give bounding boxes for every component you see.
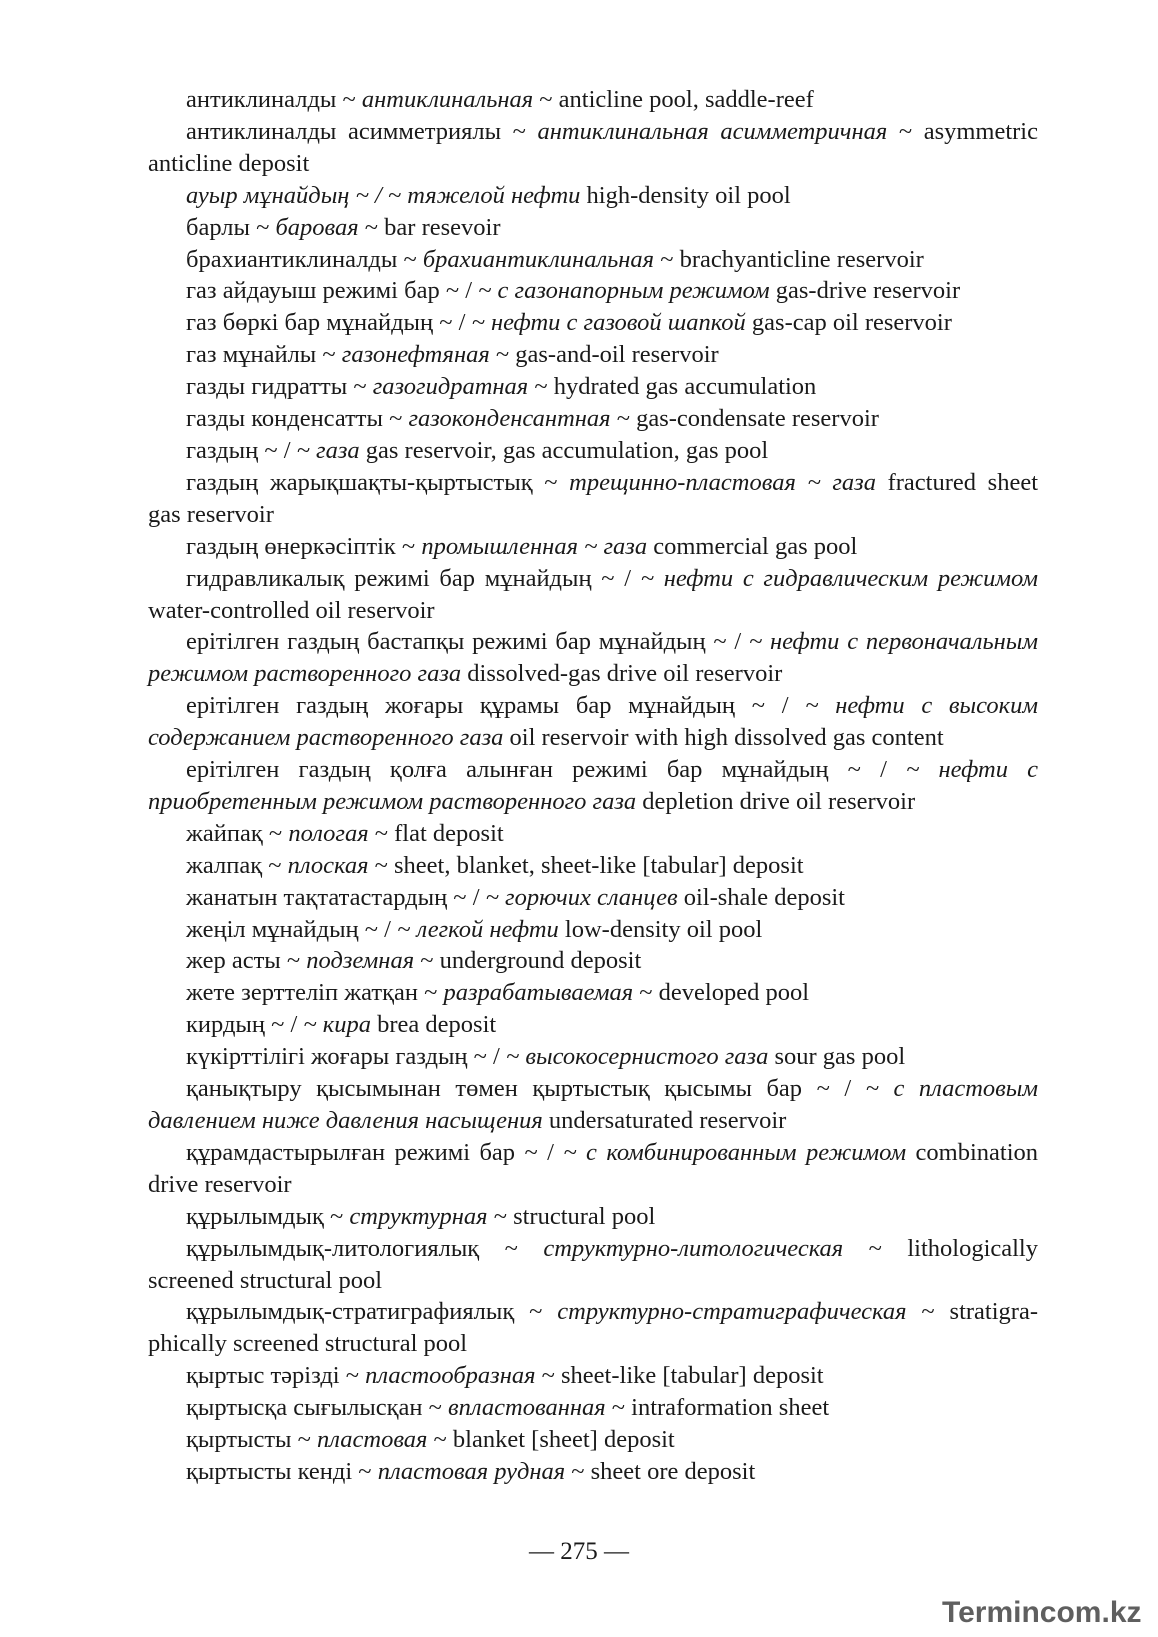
entry-term-russian: ~ с газонапорным режимом [478,277,770,305]
entry-text: жайпақ ~ [186,819,289,847]
entry-text: ~ sheet ore deposit [565,1457,756,1485]
entry-text: газды конденсатты ~ [186,405,409,433]
entry-term-russian: ~ нефти с газовой шапкой [471,309,746,337]
entry-term-russian: структурно-литологическая [543,1234,844,1262]
dictionary-entry [148,467,1038,531]
entry-term-russian: промышленная ~ газа [421,532,648,560]
entry-text: ~ intraformation sheet [605,1394,830,1422]
entry-text: ~ developed pool [633,979,810,1007]
entry-text: ~ bar resevoir [358,213,501,241]
entry-term-russian: ~ с пластовым давлением ниже давления насыщения [148,1075,1038,1134]
entry-term-russian: антиклинальная асимметричная [537,117,888,145]
dictionary-entry [148,945,1038,977]
dictionary-entry [148,1073,1038,1137]
entry-text: ~ structural pool [487,1202,656,1230]
dictionary-entry [148,212,1038,244]
entry-text: антиклиналды ~ [186,86,362,113]
entry-text: ерітілген газдың жоғары құрамы бар мұнайдың ~ / [186,692,806,720]
entry-text: undersaturated reservoir [542,1107,787,1134]
dictionary-entry [148,1392,1038,1424]
entry-text: high-density oil pool [580,181,791,209]
dictionary-entry [148,626,1038,690]
entry-term-russian: брахиантиклинальная [422,245,655,273]
entry-term-russian: ~ горючих сланцев [485,883,678,911]
entry-text: брахиантиклиналды ~ [186,245,423,273]
dictionary-entry [148,275,1038,307]
dictionary-entry [148,690,1038,754]
entry-term-russian: газоконденсантная [408,405,611,433]
entry-text: антиклиналды асимметриялы ~ [186,117,538,145]
entry-text: қыртысқа сығылысқан ~ [186,1394,449,1422]
dictionary-entry [148,754,1038,818]
dictionary-entry [148,818,1038,850]
entry-text: құрылымдық ~ [186,1202,350,1230]
entry-text: күкірттілігі жоғары газдың ~ / [186,1043,506,1071]
entry-text: oil reservoir with high dissolved gas content [503,724,944,752]
entry-term-russian: разрабатываемая [443,979,634,1007]
entry-text: газды гидратты ~ [186,373,373,401]
entry-text: combination drive reservoir [148,1138,1039,1198]
dictionary-entry [148,914,1038,946]
entry-term-russian: впластованная [448,1394,606,1422]
entry-text: ~ gas-condensate reservoir [610,405,879,433]
entry-text: ~ sheet, blanket, sheet-like [tabular] deposit [368,851,804,879]
entry-term-russian: пластовая рудная [377,1457,566,1485]
entry-text: газ бөркі бар мұнайдың ~ / [186,309,472,337]
entry-text: ~ underground deposit [414,947,642,975]
entry-text: ~ anticline pool, saddle-reef [533,86,814,113]
entry-text: газ айдауыш режимі бар ~ / [186,277,479,305]
entry-text: gas-drive reservoir [769,277,961,305]
dictionary-entry [148,882,1038,914]
entry-text: gas reservoir, gas accumulation, gas pool [359,436,769,464]
page-number: — 275 — [529,1538,629,1565]
entry-term-russian: ~ нефти с гидравлическим режимом [640,564,1038,592]
dictionary-entry [148,1041,1038,1073]
entry-text: қыртысты кенді ~ [186,1457,378,1485]
entry-term-russian: ~ легкой нефти [397,915,559,943]
entry-term-russian: газонефтяная [341,341,490,369]
entry-text: fractured sheet gas reservoir [148,468,1038,528]
entry-term-russian: плоская [287,851,369,879]
dictionary-entry [148,1233,1038,1297]
entry-text: water-controlled oil reservoir [148,596,435,624]
dictionary-entry [148,244,1038,276]
dictionary-entry [148,563,1038,627]
entry-term-russian: структурно-стратиграфическая [557,1298,907,1326]
entry-text: ~ sheet-like [tabular] deposit [535,1362,824,1390]
entry-term-russian: ~ нефти с приобретенным режимом растворенного газа [148,756,1039,815]
site-watermark-logo [940,1588,1152,1634]
entry-text: ерітілген газдың бастапқы режимі бар мұнайдың ~ / [186,628,749,656]
entry-text: гидравликалық режимі бар мұнайдың ~ / [186,564,641,592]
entry-term-russian: ~ кира [303,1011,372,1039]
entry-text: қыртыс тәрізді ~ [186,1362,366,1390]
entry-text: жанатын тақтатастардың ~ / [186,883,486,911]
entry-term-russian: ~ высокосернистого газа [505,1043,769,1071]
dictionary-entry [148,371,1038,403]
entry-text: gas-cap oil reservoir [745,309,952,337]
entry-text: жете зерттеліп жатқан ~ [186,979,444,1007]
entry-text: жер асты ~ [186,947,307,975]
entry-text: қыртысты ~ [186,1426,318,1454]
dictionary-entry [148,1201,1038,1233]
entry-text: барлы ~ [186,213,276,241]
entry-text: ~ gas-and-oil reservoir [489,341,719,369]
dictionary-entry [148,1360,1038,1392]
entry-text: жалпақ ~ [186,851,288,879]
entry-term-russian: подземная [306,947,415,975]
entry-text: low-density oil pool [558,915,763,943]
entry-text: құрамдастырылған режимі бар ~ / [186,1138,564,1166]
dictionary-entry [148,180,1038,212]
entry-text: газ мұнайлы ~ [186,341,342,369]
entry-term-russian: ~ нефти с высоким содержанием растворенного газа [148,692,1039,752]
dictionary-entry [148,1296,1038,1360]
dictionary-entry [148,850,1038,882]
dictionary-entry [148,1009,1038,1041]
entry-term-russian: ~ с комбинированным режимом [563,1138,907,1166]
entry-text: қанықтыру қысымынан төмен қыртыстық қысымы бар ~ / [186,1075,866,1103]
entry-text: brea deposit [371,1011,497,1039]
entry-text: газдың ~ / [186,436,297,464]
entry-term-russian: ~ газа [296,436,360,464]
entry-text: газдың жарықшақты-қыртыстық ~ [186,468,570,496]
entry-term-russian: пологая [288,819,369,847]
entry-term-russian: антиклинальная [361,86,534,113]
entry-text: ~ brachyanticline reservoir [654,245,924,273]
entry-text: кирдың ~ / [186,1011,304,1039]
dictionary-entry [148,1456,1038,1488]
entry-text: commercial gas pool [647,532,858,560]
entry-text: ~ lithologically screened structural pool [148,1234,1038,1294]
entry-text: sour gas pool [768,1043,906,1071]
dictionary-entry [148,977,1038,1009]
entry-text: құрылымдық-стратиграфиялық ~ [186,1298,558,1326]
entry-term-russian: пластовая [317,1426,428,1454]
dictionary-entry [148,531,1038,563]
dictionary-entry [148,339,1038,371]
entry-text: жеңіл мұнайдың ~ / [186,915,398,943]
entry-text: құрылымдық-литологиялық ~ [186,1234,544,1262]
entry-text: ~ blanket [sheet] deposit [427,1426,675,1454]
entry-text: ~ flat deposit [368,819,504,847]
entry-text: ерітілген газдың қолға алынған режимі бар мұнайдың ~ / [186,756,907,784]
dictionary-entry [148,435,1038,467]
entry-term-russian: ~ нефти с первоначальным режимом растворенного газа [148,628,1038,688]
entry-text: газдың өнеркәсіптік ~ [186,532,422,560]
entry-text: oil-shale deposit [677,883,845,911]
entry-text: ~ asymmetric anticline deposit [148,117,1038,177]
entry-text: dissolved-gas drive oil reservoir [461,660,783,688]
dictionary-entry [148,84,1038,116]
dictionary-entry [148,116,1038,180]
dictionary-entries [148,84,1038,1488]
entry-term-russian: газогидратная [372,373,529,401]
dictionary-entry [148,1137,1038,1201]
entry-term-russian: трещинно-пластовая ~ газа [569,468,876,496]
entry-term-russian: баровая [275,213,359,241]
entry-term-russian: структурная [349,1202,488,1230]
dictionary-entry [148,403,1038,435]
entry-text: ~ hydrated gas accumulation [528,373,817,401]
dictionary-entry [148,1424,1038,1456]
entry-term-russian: пластообразная [365,1362,536,1390]
entry-text: ~ stratigra-phically screened structural pool [148,1298,1038,1358]
watermark-text: Termincom.kz [942,1596,1142,1629]
dictionary-entry [148,307,1038,339]
entry-term-russian: ауыр мұнайдың ~ / ~ тяжелой нефти [186,181,581,209]
entry-text: depletion drive oil reservoir [636,787,916,815]
